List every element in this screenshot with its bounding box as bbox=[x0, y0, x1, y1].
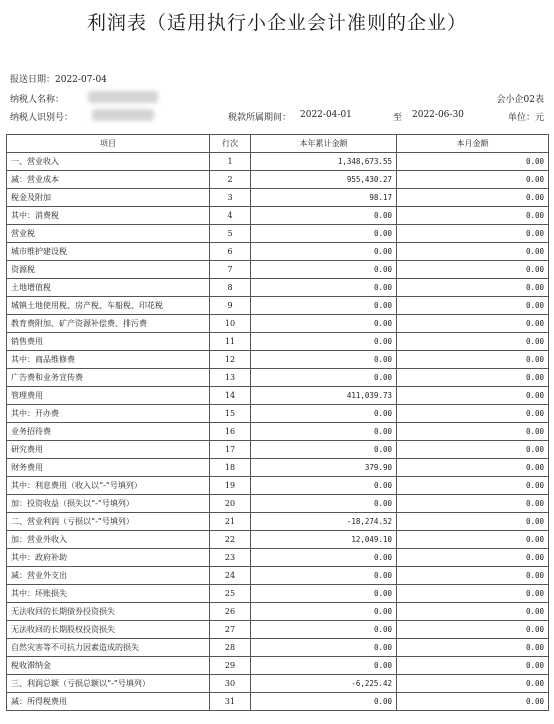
column-header-ytd-amount: 本年累计金额 bbox=[251, 135, 397, 153]
row-item: 二、营业利润（亏损以“-”号填列） bbox=[7, 513, 210, 531]
row-item: 税收滞纳金 bbox=[7, 657, 210, 675]
row-item: 其中：开办费 bbox=[7, 405, 210, 423]
row-month-amount: 0.00 bbox=[397, 351, 549, 369]
row-month-amount: 0.00 bbox=[397, 279, 549, 297]
row-ytd-amount: 0.00 bbox=[251, 603, 397, 621]
table-row bbox=[7, 549, 549, 567]
row-line-no: 22 bbox=[210, 531, 251, 549]
table-row bbox=[7, 657, 549, 675]
table-row bbox=[7, 405, 549, 423]
row-month-amount: 0.00 bbox=[397, 585, 549, 603]
row-line-no: 2 bbox=[210, 171, 251, 189]
row-month-amount: 0.00 bbox=[397, 621, 549, 639]
row-item: 自然灾害等不可抗力因素造成的损失 bbox=[7, 639, 210, 657]
report-title: 利润表（适用执行小企业会计准则的企业） bbox=[86, 12, 467, 34]
row-line-no: 25 bbox=[210, 585, 251, 603]
table-row bbox=[7, 315, 549, 333]
period-start: 2022-04-01 bbox=[300, 110, 352, 120]
income-statement-table bbox=[6, 134, 549, 711]
row-line-no: 20 bbox=[210, 495, 251, 513]
row-line-no: 21 bbox=[210, 513, 251, 531]
row-line-no: 18 bbox=[210, 459, 251, 477]
row-line-no: 23 bbox=[210, 549, 251, 567]
table-row bbox=[7, 297, 549, 315]
row-line-no: 4 bbox=[210, 207, 251, 225]
row-month-amount: 0.00 bbox=[397, 549, 549, 567]
row-line-no: 27 bbox=[210, 621, 251, 639]
row-ytd-amount: 0.00 bbox=[251, 261, 397, 279]
report-date: 报送日期：2022-07-04 bbox=[10, 75, 107, 85]
row-item: 减：营业成本 bbox=[7, 171, 210, 189]
row-item: 管理费用 bbox=[7, 387, 210, 405]
row-ytd-amount: 0.00 bbox=[251, 351, 397, 369]
period-end: 2022-06-30 bbox=[412, 110, 464, 120]
row-ytd-amount: -6,225.42 bbox=[251, 675, 397, 693]
row-item: 减：所得税费用 bbox=[7, 693, 210, 711]
row-ytd-amount: 0.00 bbox=[251, 333, 397, 351]
row-line-no: 16 bbox=[210, 423, 251, 441]
row-month-amount: 0.00 bbox=[397, 315, 549, 333]
table-row bbox=[7, 207, 549, 225]
row-ytd-amount: 0.00 bbox=[251, 495, 397, 513]
table-row bbox=[7, 279, 549, 297]
unit-label: 单位：元 bbox=[507, 113, 544, 123]
row-line-no: 13 bbox=[210, 369, 251, 387]
row-month-amount: 0.00 bbox=[397, 369, 549, 387]
row-item: 减：营业外支出 bbox=[7, 567, 210, 585]
row-ytd-amount: 0.00 bbox=[251, 315, 397, 333]
redacted-taxpayer-id bbox=[92, 109, 154, 121]
taxpayer-name-label: 纳税人名称： bbox=[10, 95, 65, 105]
row-item: 城市维护建设税 bbox=[7, 243, 210, 261]
table-row bbox=[7, 243, 549, 261]
row-ytd-amount: 0.00 bbox=[251, 243, 397, 261]
table-row bbox=[7, 603, 549, 621]
table-row bbox=[7, 351, 549, 369]
table-row bbox=[7, 369, 549, 387]
table-row bbox=[7, 459, 549, 477]
row-line-no: 8 bbox=[210, 279, 251, 297]
row-ytd-amount: 0.00 bbox=[251, 567, 397, 585]
row-month-amount: 0.00 bbox=[397, 477, 549, 495]
table-row bbox=[7, 567, 549, 585]
row-ytd-amount: 12,049.10 bbox=[251, 531, 397, 549]
row-line-no: 31 bbox=[210, 693, 251, 711]
row-month-amount: 0.00 bbox=[397, 243, 549, 261]
row-line-no: 29 bbox=[210, 657, 251, 675]
table-row bbox=[7, 153, 549, 171]
row-ytd-amount: 0.00 bbox=[251, 621, 397, 639]
row-ytd-amount: 411,039.73 bbox=[251, 387, 397, 405]
row-ytd-amount: 0.00 bbox=[251, 585, 397, 603]
row-month-amount: 0.00 bbox=[397, 189, 549, 207]
row-item: 教育费附加、矿产资源补偿费、排污费 bbox=[7, 315, 210, 333]
row-line-no: 15 bbox=[210, 405, 251, 423]
table-row bbox=[7, 693, 549, 711]
table-row bbox=[7, 423, 549, 441]
row-item: 一、营业收入 bbox=[7, 153, 210, 171]
row-month-amount: 0.00 bbox=[397, 603, 549, 621]
row-month-amount: 0.00 bbox=[397, 423, 549, 441]
row-item: 广告费和业务宣传费 bbox=[7, 369, 210, 387]
period-label: 税款所属期间： bbox=[228, 113, 292, 123]
row-month-amount: 0.00 bbox=[397, 297, 549, 315]
table-row bbox=[7, 675, 549, 693]
row-month-amount: 0.00 bbox=[397, 495, 549, 513]
table-row bbox=[7, 261, 549, 279]
row-line-no: 30 bbox=[210, 675, 251, 693]
table-row bbox=[7, 171, 549, 189]
row-ytd-amount: 0.00 bbox=[251, 279, 397, 297]
row-item: 加：营业外收入 bbox=[7, 531, 210, 549]
row-ytd-amount: 379.90 bbox=[251, 459, 397, 477]
row-item: 其中：消费税 bbox=[7, 207, 210, 225]
table-header-row bbox=[7, 135, 549, 153]
row-line-no: 3 bbox=[210, 189, 251, 207]
redacted-taxpayer-name bbox=[88, 91, 158, 103]
row-line-no: 12 bbox=[210, 351, 251, 369]
table-row bbox=[7, 621, 549, 639]
table-row bbox=[7, 477, 549, 495]
form-code: 会小企02表 bbox=[496, 95, 544, 105]
row-ytd-amount: 0.00 bbox=[251, 369, 397, 387]
row-line-no: 5 bbox=[210, 225, 251, 243]
table-row bbox=[7, 495, 549, 513]
row-item: 其中：利息费用（收入以“-”号填列） bbox=[7, 477, 210, 495]
taxpayer-id-label: 纳税人识别号： bbox=[10, 113, 74, 123]
row-item: 城镇土地使用税、房产税、车船税、印花税 bbox=[7, 297, 210, 315]
row-month-amount: 0.00 bbox=[397, 459, 549, 477]
row-item: 资源税 bbox=[7, 261, 210, 279]
row-ytd-amount: 0.00 bbox=[251, 423, 397, 441]
row-ytd-amount: 0.00 bbox=[251, 657, 397, 675]
row-ytd-amount: 955,430.27 bbox=[251, 171, 397, 189]
row-line-no: 11 bbox=[210, 333, 251, 351]
table-row bbox=[7, 387, 549, 405]
row-ytd-amount: 0.00 bbox=[251, 405, 397, 423]
row-ytd-amount: 0.00 bbox=[251, 225, 397, 243]
row-month-amount: 0.00 bbox=[397, 333, 549, 351]
table-row bbox=[7, 585, 549, 603]
table-row bbox=[7, 441, 549, 459]
row-month-amount: 0.00 bbox=[397, 441, 549, 459]
row-line-no: 10 bbox=[210, 315, 251, 333]
table-row bbox=[7, 639, 549, 657]
row-month-amount: 0.00 bbox=[397, 225, 549, 243]
row-line-no: 1 bbox=[210, 153, 251, 171]
row-item: 业务招待费 bbox=[7, 423, 210, 441]
row-line-no: 6 bbox=[210, 243, 251, 261]
row-ytd-amount: 98.17 bbox=[251, 189, 397, 207]
row-ytd-amount: 0.00 bbox=[251, 441, 397, 459]
row-ytd-amount: 0.00 bbox=[251, 693, 397, 711]
row-item: 销售费用 bbox=[7, 333, 210, 351]
column-header-item: 项目 bbox=[7, 135, 210, 153]
row-ytd-amount: 1,348,673.55 bbox=[251, 153, 397, 171]
row-line-no: 7 bbox=[210, 261, 251, 279]
row-month-amount: 0.00 bbox=[397, 261, 549, 279]
row-ytd-amount: 0.00 bbox=[251, 639, 397, 657]
table-row bbox=[7, 513, 549, 531]
row-item: 其中：坏账损失 bbox=[7, 585, 210, 603]
row-item: 研究费用 bbox=[7, 441, 210, 459]
row-ytd-amount: 0.00 bbox=[251, 207, 397, 225]
row-item: 无法收回的长期股权投资损失 bbox=[7, 621, 210, 639]
row-month-amount: 0.00 bbox=[397, 675, 549, 693]
row-line-no: 17 bbox=[210, 441, 251, 459]
row-ytd-amount: 0.00 bbox=[251, 549, 397, 567]
row-month-amount: 0.00 bbox=[397, 387, 549, 405]
row-month-amount: 0.00 bbox=[397, 531, 549, 549]
row-item: 营业税 bbox=[7, 225, 210, 243]
row-item: 无法收回的长期债券投资损失 bbox=[7, 603, 210, 621]
row-month-amount: 0.00 bbox=[397, 153, 549, 171]
row-month-amount: 0.00 bbox=[397, 207, 549, 225]
row-line-no: 26 bbox=[210, 603, 251, 621]
row-line-no: 9 bbox=[210, 297, 251, 315]
row-ytd-amount: 0.00 bbox=[251, 477, 397, 495]
row-item: 三、利润总额（亏损总额以“-”号填列） bbox=[7, 675, 210, 693]
table-row bbox=[7, 225, 549, 243]
row-month-amount: 0.00 bbox=[397, 171, 549, 189]
row-item: 其中：商品维修费 bbox=[7, 351, 210, 369]
row-month-amount: 0.00 bbox=[397, 657, 549, 675]
row-month-amount: 0.00 bbox=[397, 693, 549, 711]
row-month-amount: 0.00 bbox=[397, 513, 549, 531]
table-row bbox=[7, 333, 549, 351]
period-to: 至 bbox=[393, 113, 403, 123]
row-ytd-amount: 0.00 bbox=[251, 297, 397, 315]
row-month-amount: 0.00 bbox=[397, 639, 549, 657]
row-line-no: 24 bbox=[210, 567, 251, 585]
row-item: 其中：政府补助 bbox=[7, 549, 210, 567]
row-month-amount: 0.00 bbox=[397, 567, 549, 585]
row-item: 税金及附加 bbox=[7, 189, 210, 207]
row-line-no: 19 bbox=[210, 477, 251, 495]
row-item: 财务费用 bbox=[7, 459, 210, 477]
row-line-no: 28 bbox=[210, 639, 251, 657]
row-month-amount: 0.00 bbox=[397, 405, 549, 423]
row-line-no: 14 bbox=[210, 387, 251, 405]
row-ytd-amount: -18,274.52 bbox=[251, 513, 397, 531]
row-item: 土地增值税 bbox=[7, 279, 210, 297]
column-header-line-no: 行次 bbox=[210, 135, 251, 153]
row-item: 加：投资收益（损失以“-”号填列） bbox=[7, 495, 210, 513]
table-row bbox=[7, 189, 549, 207]
column-header-month-amount: 本月金额 bbox=[397, 135, 549, 153]
table-row bbox=[7, 531, 549, 549]
